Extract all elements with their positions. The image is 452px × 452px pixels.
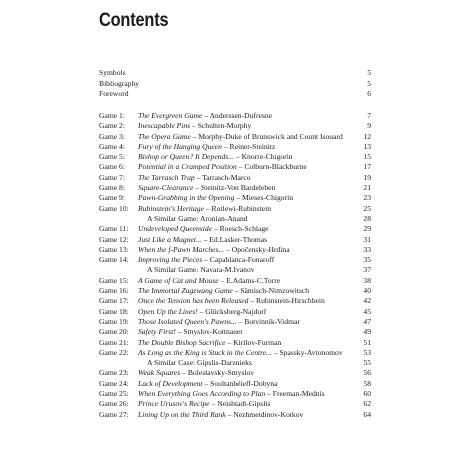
toc-page-number: 55 xyxy=(363,358,371,368)
toc-page-number: 15 xyxy=(363,152,371,162)
game-players: – Ed.Lasker-Thomas xyxy=(201,234,268,244)
game-title: When Everything Goes According to Plan xyxy=(138,389,266,399)
game-number: Game 14: xyxy=(99,255,129,265)
game-entry xyxy=(138,296,325,306)
game-number: Game 1: xyxy=(99,111,125,120)
game-title: As Long as the King is Stuck in the Centre... xyxy=(138,347,272,357)
game-entry xyxy=(138,224,269,234)
front-matter-list xyxy=(99,68,371,100)
game-title: Potential in a Cramped Position xyxy=(138,162,237,172)
game-number: Game 15: xyxy=(99,275,129,285)
toc-page-number: 12 xyxy=(363,131,371,141)
game-title: Open Up the Lines! xyxy=(138,306,198,316)
toc-page-number: 17 xyxy=(363,162,371,172)
game-title: The Immortal Zugzwang Game xyxy=(138,286,233,296)
game-players: – Bolesłavsky-Smyslov xyxy=(180,368,255,378)
game-entry xyxy=(138,111,272,121)
game-entry xyxy=(138,204,271,214)
game-entry xyxy=(138,399,270,409)
game-entry xyxy=(138,152,293,162)
game-number: Game 27: xyxy=(99,409,129,419)
game-title: The Double Bishop Sacrifice xyxy=(138,337,226,347)
game-title: Rubinstein's Heritage xyxy=(138,203,204,213)
game-entry xyxy=(138,193,293,203)
toc-page-number: 38 xyxy=(363,275,371,285)
game-players: – Soultanbéieff-Dobyna xyxy=(202,378,278,388)
game-title: Prince Urusov's Recipe xyxy=(138,399,210,409)
toc-page-number: 51 xyxy=(363,337,371,347)
game-entry xyxy=(138,162,307,172)
toc-page-number: 28 xyxy=(363,213,371,223)
game-number: Game 4: xyxy=(99,141,125,151)
game-number: Game 11: xyxy=(99,224,129,234)
game-players: – Kirilov-Furman xyxy=(225,337,282,347)
game-entry xyxy=(138,338,281,348)
game-title: Those Isolated Queen's Pawns... xyxy=(138,316,237,326)
toc-game-row xyxy=(99,255,371,265)
toc-page-number: 25 xyxy=(363,203,371,213)
toc-game-row xyxy=(99,193,371,203)
toc-page-number: 6 xyxy=(367,89,371,99)
toc-page-number: 49 xyxy=(363,327,371,337)
toc-page-number: 35 xyxy=(363,255,371,265)
game-title: Lack of Development xyxy=(138,378,203,388)
game-title: The Opera Game xyxy=(138,131,191,141)
game-players: – Sämisch-Nimzowitsch xyxy=(232,286,310,296)
toc-page-number: 33 xyxy=(363,244,371,254)
toc-entry-label: Foreword xyxy=(99,89,129,99)
game-number: Game 3: xyxy=(99,131,125,141)
game-players: – Opočensky-Hrdina xyxy=(224,244,290,254)
toc-page-number: 45 xyxy=(363,306,371,316)
toc-entry xyxy=(99,79,371,90)
game-title: Inescapable Pins xyxy=(138,121,191,131)
toc-game-row xyxy=(99,183,371,193)
game-title: A Game of Cat and Mouse xyxy=(138,275,219,285)
toc-game-row xyxy=(99,338,371,348)
game-number: Game 21: xyxy=(99,337,129,347)
game-entry xyxy=(138,235,267,245)
game-title: Bishop or Queen? It Depends... xyxy=(138,152,234,162)
game-players: – Freeman-Mednis xyxy=(265,389,325,399)
toc-page-number: 64 xyxy=(363,409,371,419)
game-number: Game 8: xyxy=(99,183,125,193)
game-players: – Roesch-Schlage xyxy=(212,224,269,234)
game-entry xyxy=(138,379,277,389)
toc-page-number: 21 xyxy=(363,183,371,193)
game-players: – Rotlewi-Rubinstein xyxy=(203,203,272,213)
toc-page-number: 23 xyxy=(363,193,371,203)
game-players: – Spassky-Avtonomov xyxy=(271,347,343,357)
game-number: Game 18: xyxy=(99,306,129,316)
game-entry xyxy=(138,389,325,399)
game-entry xyxy=(138,142,275,152)
game-title: Just Like a Magnet... xyxy=(138,234,202,244)
game-entry xyxy=(138,245,290,255)
toc-page-number: 62 xyxy=(363,399,371,409)
game-entry xyxy=(138,255,274,265)
toc-game-row xyxy=(99,348,371,358)
game-title: The Evergreen Game xyxy=(138,111,203,120)
game-entry xyxy=(147,265,255,275)
toc-entry-label: Symbols xyxy=(99,68,126,77)
toc-page-number: 5 xyxy=(367,78,371,88)
game-title: When the f-Pawn Marches... xyxy=(138,244,225,254)
game-number: Game 7: xyxy=(99,172,125,182)
game-players: A Similar Case: Gipslis-Darznieks xyxy=(147,358,252,368)
toc-page-number: 56 xyxy=(363,368,371,378)
game-entry xyxy=(138,410,303,420)
game-entry xyxy=(138,327,243,337)
game-players: – Capablanca-Fonaroff xyxy=(202,255,275,265)
game-players: – Tarrasch-Marco xyxy=(194,172,251,182)
game-entry xyxy=(138,121,251,131)
toc-game-row xyxy=(99,389,371,399)
page-title: Contents xyxy=(99,10,169,31)
game-number: Game 13: xyxy=(99,244,129,254)
toc-game-row xyxy=(99,317,371,327)
game-players: – Steinitz-Von Bardeleben xyxy=(193,183,276,193)
game-number: Game 24: xyxy=(99,378,129,388)
game-entry xyxy=(138,173,251,183)
game-players: – Anderssen-Dufresne xyxy=(202,111,272,120)
toc-page-number: 7 xyxy=(367,111,371,120)
toc-page-number: 29 xyxy=(363,224,371,234)
game-number: Game 23: xyxy=(99,368,129,378)
toc-game-row xyxy=(99,276,371,286)
toc-page-number: 58 xyxy=(363,378,371,388)
toc-page-number: 13 xyxy=(363,141,371,151)
game-number: Game 16: xyxy=(99,286,129,296)
game-players: – Glücksberg-Najdorf xyxy=(197,306,267,316)
toc-game-row xyxy=(99,173,371,183)
game-number: Game 6: xyxy=(99,162,125,172)
toc-page-number: 31 xyxy=(363,234,371,244)
game-number: Game 22: xyxy=(99,347,129,357)
game-title: The Tarrasch Trap xyxy=(138,172,195,182)
game-entry xyxy=(138,132,343,142)
toc-page-number: 9 xyxy=(367,121,371,131)
game-entry xyxy=(138,286,309,296)
toc-game-row xyxy=(99,121,371,131)
game-entry xyxy=(138,276,280,286)
game-players: – Colburn-Blackburne xyxy=(236,162,307,172)
game-number: Game 20: xyxy=(99,327,129,337)
toc-game-row xyxy=(99,379,371,389)
toc-similar-game-row xyxy=(99,214,371,224)
game-players: A Similar Game: Aronian-Anand xyxy=(147,213,248,223)
toc-page-number: 40 xyxy=(363,286,371,296)
game-number: Game 2: xyxy=(99,121,125,131)
game-players: A Similar Game: Navara-M.Ivanov xyxy=(147,265,255,275)
toc-entry xyxy=(99,89,371,100)
game-players: – E.Adams-C.Torre xyxy=(218,275,281,285)
games-list xyxy=(99,111,371,420)
game-entry xyxy=(138,183,275,193)
toc-page-number: 60 xyxy=(363,389,371,399)
game-title: Once the Tension has been Released xyxy=(138,296,249,306)
game-title: Square-Clearance xyxy=(138,183,194,193)
toc-page-number: 42 xyxy=(363,296,371,306)
game-players: – Rubinstein-Hirschbein xyxy=(248,296,325,306)
toc-game-row xyxy=(99,111,371,121)
game-entry xyxy=(138,368,254,378)
game-number: Game 19: xyxy=(99,316,129,326)
game-title: Weak Squares xyxy=(138,368,181,378)
toc-game-row xyxy=(99,399,371,409)
toc-game-row xyxy=(99,162,371,172)
toc-entry xyxy=(99,68,371,79)
game-title: Improving the Pieces xyxy=(138,255,203,265)
game-title: Fury of the Hanging Queen xyxy=(138,141,222,151)
toc-game-row xyxy=(99,245,371,255)
toc-page-number: 53 xyxy=(363,347,371,357)
toc-game-row xyxy=(99,152,371,162)
toc-game-row xyxy=(99,286,371,296)
toc-similar-game-row xyxy=(99,358,371,368)
game-title: Lining Up on the Third Rank xyxy=(138,409,226,419)
toc-game-row xyxy=(99,224,371,234)
toc-page-number: 37 xyxy=(363,265,371,275)
toc-game-row xyxy=(99,296,371,306)
game-players: – Smyslov-Kottnauer xyxy=(175,327,243,337)
game-players: – Morphy-Duke of Brunswick and Count Isouard xyxy=(190,131,343,141)
game-players: – Schulten-Morphy xyxy=(190,121,252,131)
game-number: Game 25: xyxy=(99,389,129,399)
game-number: Game 9: xyxy=(99,193,125,203)
game-players: – Mieses-Chigorin xyxy=(234,193,294,203)
toc-page-number: 47 xyxy=(363,316,371,326)
game-title: Safety First! xyxy=(138,327,176,337)
game-number: Game 5: xyxy=(99,152,125,162)
game-number: Game 12: xyxy=(99,234,129,244)
game-number: Game 26: xyxy=(99,399,129,409)
game-players: – Knorre-Chigorin xyxy=(233,152,293,162)
toc-entry-label: Bibliography xyxy=(99,78,140,88)
game-title: Undeveloped Queenside xyxy=(138,224,213,234)
game-players: – Neishtadt-Gipslis xyxy=(209,399,271,409)
toc-game-row xyxy=(99,307,371,317)
game-title: Pawn-Grabbing in the Opening xyxy=(138,193,235,203)
game-players: – Nezhmetdinov-Kotkov xyxy=(225,409,304,419)
game-number: Game 10: xyxy=(99,203,129,213)
toc-game-row xyxy=(99,235,371,245)
game-entry xyxy=(147,358,252,368)
game-players: – Reiner-Steinitz xyxy=(221,141,276,151)
game-number: Game 17: xyxy=(99,296,129,306)
toc-game-row xyxy=(99,204,371,214)
game-entry xyxy=(147,214,248,224)
toc-game-row xyxy=(99,327,371,337)
game-entry xyxy=(138,307,266,317)
game-players: – Botvinnik-Vidmar xyxy=(236,316,300,326)
toc-similar-game-row xyxy=(99,265,371,275)
toc-game-row xyxy=(99,368,371,378)
toc-game-row xyxy=(99,410,371,420)
toc-page-number: 5 xyxy=(367,68,371,77)
toc-page-number: 19 xyxy=(363,172,371,182)
game-entry xyxy=(138,317,300,327)
toc-game-row xyxy=(99,142,371,152)
game-entry xyxy=(138,348,343,358)
toc-game-row xyxy=(99,132,371,142)
